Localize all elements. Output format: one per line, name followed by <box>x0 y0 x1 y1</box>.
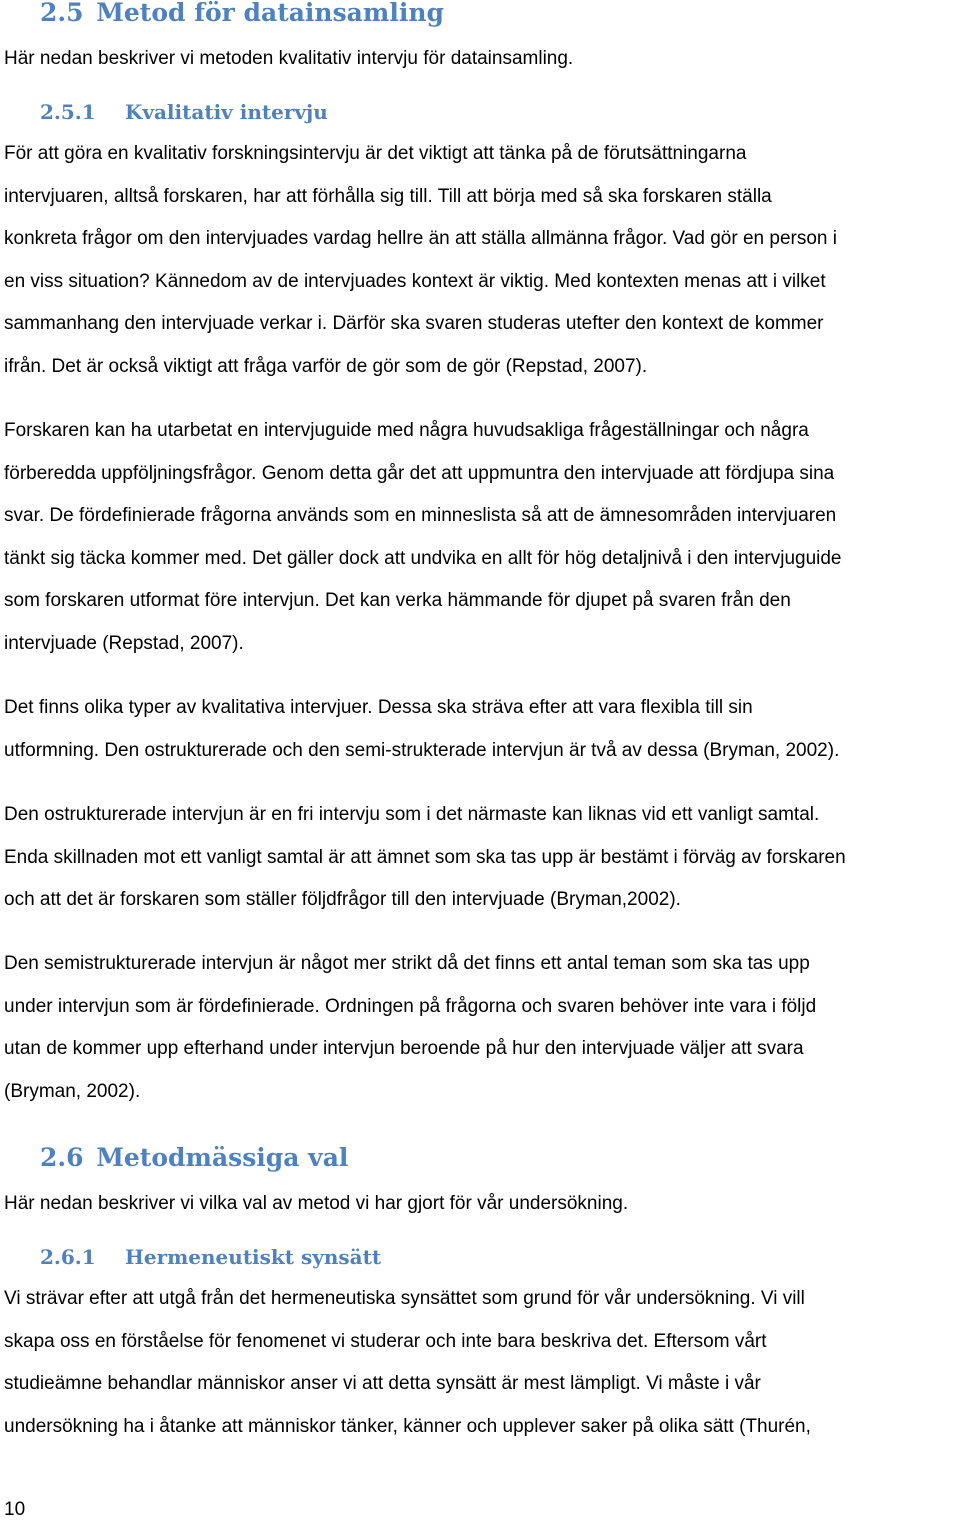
text-line: under intervjun som är fördefinierade. Ordningen på frågorna och svaren behöver inte vara i följd <box>4 995 817 1017</box>
section-intro-2-6 <box>4 1183 954 1226</box>
subsection-heading-2-6-1 <box>40 1244 381 1270</box>
text-line: tänkt sig täcka kommer med. Det gäller dock att undvika en allt för hög detaljnivå i den intervjuguide <box>4 547 842 569</box>
subsection-title: Hermeneutiskt synsätt <box>124 1245 382 1269</box>
subsection-number: 2.6.1 <box>40 1245 96 1269</box>
text-line: Det finns olika typer av kvalitativa intervjuer. Dessa ska sträva efter att vara flexibla till sin <box>4 697 753 718</box>
text-line: konkreta frågor om den intervjuades vardag hellre än att ställa allmänna frågor. Vad gör en person i <box>4 228 837 250</box>
text-line: Enda skillnaden mot ett vanligt samtal är att ämnet som ska tas upp är bestämt i förväg av forskaren <box>4 846 846 868</box>
text-line: (Bryman, 2002). <box>4 1080 141 1102</box>
text-line: Vi strävar efter att utgå från det hermeneutiska synsättet som grund för vår undersökning. Vi vill <box>4 1288 805 1309</box>
section-heading-2-6 <box>40 1143 348 1173</box>
paragraph-6 <box>4 1278 954 1448</box>
section-title: Metod för datainsamling <box>96 0 444 27</box>
paragraph-5 <box>4 943 954 1113</box>
section-number: 2.5 <box>40 0 84 27</box>
text-line: Forskaren kan ha utarbetat en intervjuguide med några huvudsakliga frågeställningar och några <box>4 420 809 441</box>
text-line: Den semistrukturerade intervjun är något mer strikt då det finns ett antal teman som ska tas upp <box>4 953 810 974</box>
paragraph-4 <box>4 794 954 922</box>
subsection-number: 2.5.1 <box>40 100 96 124</box>
section-intro-2-5 <box>4 38 954 81</box>
page-number: 10 <box>4 1499 26 1520</box>
text-line: För att göra en kvalitativ forskningsintervju är det viktigt att tänka på de förutsättningarna <box>4 143 747 164</box>
section-number: 2.6 <box>40 1143 84 1172</box>
paragraph-1 <box>4 133 954 389</box>
text-line: Här nedan beskriver vi vilka val av metod vi har gjort för vår undersökning. <box>4 1193 629 1214</box>
text-line: förberedda uppföljningsfrågor. Genom detta går det att uppmuntra den intervjuade att fördjupa sina <box>4 462 835 484</box>
text-line: svar. De fördefinierade frågorna används som en minneslista så att de ämnesområden intervjuaren <box>4 505 837 527</box>
section-title: Metodmässiga val <box>96 1143 349 1172</box>
text-line: och att det är forskaren som ställer följdfrågor till den intervjuade (Bryman,2002). <box>4 889 681 911</box>
text-line: ifrån. Det är också viktigt att fråga varför de gör som de gör (Repstad, 2007). <box>4 355 648 377</box>
text-line: som forskaren utformat före intervjun. Det kan verka hämmande för djupet på svaren från den <box>4 590 791 612</box>
text-line: skapa oss en förståelse för fenomenet vi studerar och inte bara beskriva det. Eftersom vårt <box>4 1330 767 1352</box>
section-heading-2-5 <box>40 0 444 28</box>
text-line: undersökning ha i åtanke att människor tänker, känner och upplever saker på olika sätt (Thurén, <box>4 1415 811 1437</box>
text-line: studieämne behandlar människor anser vi att detta synsätt är mest lämpligt. Vi måste i vår <box>4 1373 761 1395</box>
text-line: utformning. Den ostrukturerade och den semi-strukterade intervjun är två av dessa (Bryman, 2002). <box>4 739 840 761</box>
text-line: en viss situation? Kännedom av de intervjuades kontext är viktig. Med kontexten menas att i vilket <box>4 270 826 292</box>
paragraph-3 <box>4 687 954 772</box>
subsection-title: Kvalitativ intervju <box>124 100 328 124</box>
text-line: sammanhang den intervjuade verkar i. Därför ska svaren studeras utefter den kontext de kommer <box>4 313 824 335</box>
paragraph-2 <box>4 410 954 666</box>
text-line: intervjuade (Repstad, 2007). <box>4 632 244 654</box>
text-line: Den ostrukturerade intervjun är en fri intervju som i det närmaste kan liknas vid ett vanligt samtal. <box>4 804 820 825</box>
text-line: intervjuaren, alltså forskaren, har att förhålla sig till. Till att börja med så ska forskaren ställa <box>4 185 772 207</box>
text-line: utan de kommer upp efterhand under intervjun beroende på hur den intervjuade väljer att svara <box>4 1038 804 1060</box>
text-line: Här nedan beskriver vi metoden kvalitativ intervju för datainsamling. <box>4 48 574 69</box>
subsection-heading-2-5-1 <box>40 99 328 125</box>
